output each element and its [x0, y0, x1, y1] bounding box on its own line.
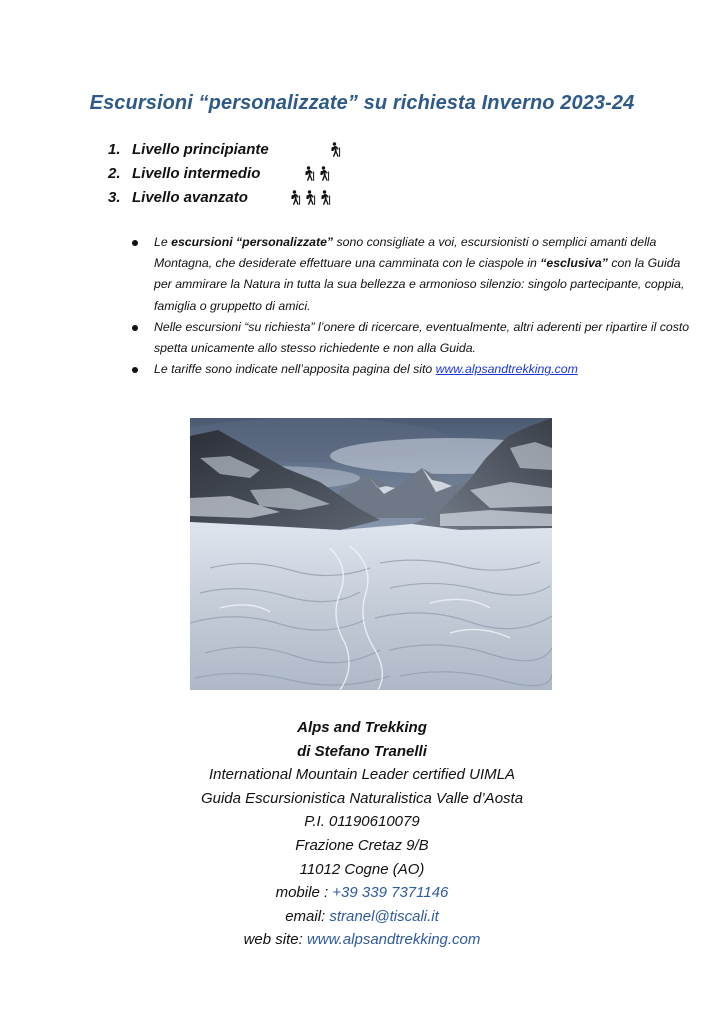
bullet-text: con la Guida per ammirare la Natura in tutta la sua bellezza e armonioso silenzio: singolo partecipante, coppia, famiglia o gruppetto di amici.	[154, 256, 685, 313]
mobile-number[interactable]: +39 339 7371146	[332, 884, 449, 902]
vat-number: P.I. 01190610079	[304, 813, 420, 831]
bullet-text: Le tariffe sono indicate nell’apposita pagina del sito	[154, 362, 436, 377]
level-number: 2.	[108, 164, 121, 182]
bullet-dot-icon	[132, 325, 138, 331]
hiker-icons	[302, 166, 330, 181]
level-label: Livello intermedio	[132, 164, 261, 182]
difficulty-levels	[108, 137, 341, 209]
mobile-line	[0, 881, 724, 905]
level-number: 3.	[108, 188, 121, 206]
bullet-text: Le	[154, 235, 172, 249]
level-number: 1.	[108, 140, 121, 158]
bullet-text: sono consigliate a voi, escursionisti o semplici amanti della Montagna, che desiderate effettuare una camminata con le ciaspole in	[154, 235, 657, 271]
hiker-icon	[303, 190, 316, 205]
level-label: Livello principiante	[132, 140, 269, 158]
email-label: email:	[285, 907, 330, 925]
contact-block	[0, 716, 724, 952]
website-url[interactable]: www.alpsandtrekking.com	[306, 931, 481, 949]
address-line-1: Frazione Cretaz 9/B	[295, 836, 429, 854]
hiker-icons	[328, 142, 341, 157]
owner-name: di Stefano Tranelli	[297, 742, 427, 760]
bullet-item	[132, 232, 692, 317]
bullet-emphasis: “esclusiva”	[540, 256, 608, 271]
guide-title: Guida Escursionistica Naturalistica Valle d’Aosta	[200, 789, 524, 807]
level-item	[108, 137, 341, 161]
company-name: Alps and Trekking	[297, 719, 427, 736]
website-label: web site:	[243, 931, 307, 949]
page-title: Escursioni “personalizzate” su richiesta Inverno 2023-24	[89, 92, 635, 114]
bullet-text: Nelle escursioni “su richiesta” l’onere di ricercare, eventualmente, altri aderenti per ripartire il costo spetta unicamente allo stesso richiedente e non alla Guida.	[154, 319, 690, 356]
bullet-emphasis: escursioni “personalizzate”	[171, 235, 334, 249]
website-link[interactable]: www.alpsandtrekking.com	[435, 362, 578, 377]
level-item	[108, 185, 341, 209]
email-address[interactable]: stranel@tiscali.it	[329, 907, 439, 925]
level-item	[108, 161, 341, 185]
mountain-snow-photo	[190, 418, 552, 690]
info-bullets	[132, 232, 692, 380]
hiker-icon	[328, 142, 341, 157]
bullet-item	[132, 317, 692, 359]
bullet-dot-icon	[132, 240, 138, 246]
website-line	[0, 928, 724, 952]
email-line	[0, 905, 724, 929]
certification: International Mountain Leader certified UIMLA	[208, 766, 515, 784]
address-line-2: 11012 Cogne (AO)	[299, 860, 425, 878]
hiker-icons	[288, 190, 331, 205]
hiker-icon	[288, 190, 301, 205]
hiker-icon	[318, 190, 331, 205]
level-label: Livello avanzato	[132, 188, 248, 206]
bullet-dot-icon	[132, 367, 138, 373]
bullet-item	[132, 359, 692, 380]
hiker-icon	[317, 166, 330, 181]
mobile-label: mobile :	[275, 884, 333, 902]
hiker-icon	[302, 166, 315, 181]
